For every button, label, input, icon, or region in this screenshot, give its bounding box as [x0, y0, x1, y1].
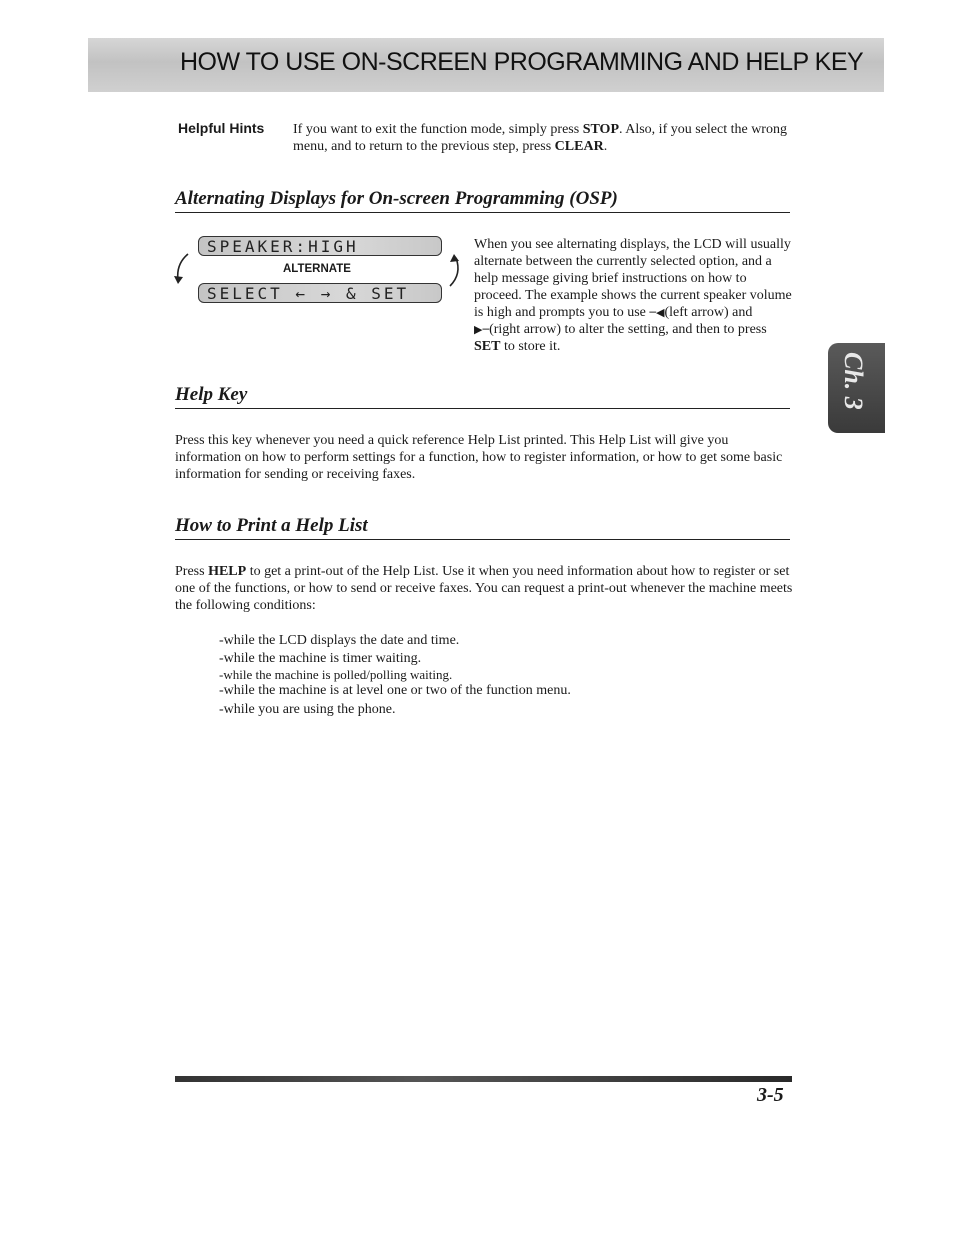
list-item: -while the machine is timer waiting.: [219, 651, 422, 666]
list-item: -while the machine is polled/polling waiting.: [219, 667, 453, 682]
page-number: 3-5: [757, 1084, 784, 1106]
osp-description: When you see alternating displays, the LCD will usually alternate between the currently selected option, and a help message giving brief instructions on how to proceed. The example shows the current speaker volume is high and prompts you to use ─◀(left arrow) and ▶─(right arrow) to alter the setting, and then to press SET to store it.: [474, 237, 792, 354]
lcd-display-select: SELECT ← → & SET: [198, 283, 442, 303]
list-item: -while you are using the phone.: [219, 702, 396, 717]
stop-key: STOP: [582, 122, 619, 137]
help-key-text: Press this key whenever you need a quick reference Help List printed. This Help List will give you information on how to perform settings for a function, how to register information, or how to get some basic information for sending or receiving faxes.: [175, 433, 783, 482]
helpful-hints-text: If you want to exit the function mode, simply press STOP. Also, if you select the wrong menu, and to return to the previous step, press CLEAR.: [293, 122, 787, 154]
footer-rule: [175, 1076, 792, 1082]
page-banner: [88, 38, 884, 92]
clear-key: CLEAR: [554, 139, 604, 154]
print-help-heading: How to Print a Help List: [175, 515, 790, 540]
set-key: SET: [474, 339, 501, 354]
list-item: -while the machine is at level one or two of the function menu.: [219, 683, 571, 698]
right-arrow-icon: ▶─: [474, 323, 490, 336]
banner-title: HOW TO USE ON-SCREEN PROGRAMMING AND HELP KEY: [180, 48, 864, 76]
alternate-label: ALTERNATE: [283, 263, 351, 275]
chapter-tab-label: Ch. 3: [839, 352, 868, 410]
print-help-text: Press HELP to get a print-out of the Help List. Use it when you need information about how to register or set one of the functions, or how to send or receive faxes. You can request a print-out whenever the machine meets the following conditions:: [175, 564, 793, 613]
osp-heading: Alternating Displays for On-screen Programming (OSP): [175, 188, 790, 213]
lcd-display-speaker: SPEAKER:HIGH: [198, 236, 442, 256]
helpful-hints-label: Helpful Hints: [178, 120, 265, 136]
alternate-arrow-right-icon: [444, 252, 466, 288]
help-key: HELP: [208, 564, 247, 579]
left-arrow-icon: ─◀: [649, 306, 665, 319]
alternate-arrow-left-icon: [172, 252, 194, 286]
help-key-heading: Help Key: [175, 384, 790, 409]
list-item: -while the LCD displays the date and time.: [219, 633, 460, 648]
